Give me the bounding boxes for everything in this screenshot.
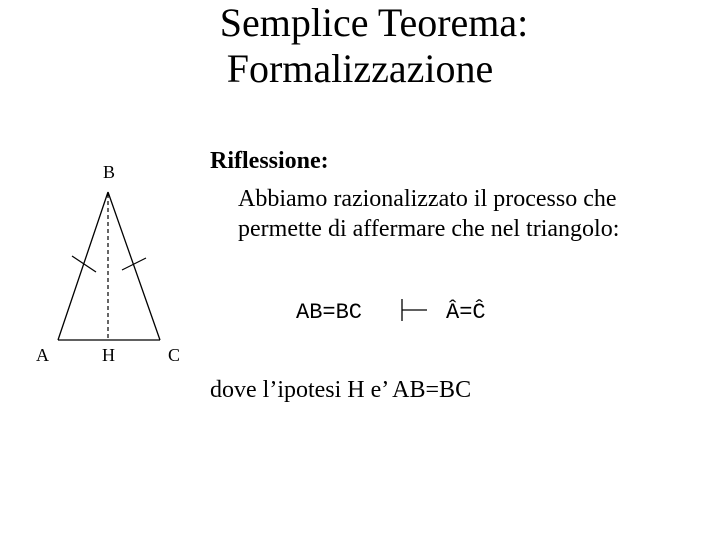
tick-mark-bc — [122, 258, 146, 270]
section-heading: Riflessione: — [210, 148, 329, 174]
title-line-1: Semplice Teorema: — [219, 0, 529, 45]
triangle-side-ab — [58, 192, 108, 340]
vertex-label-h: H — [102, 345, 115, 365]
tick-mark-ab — [72, 256, 96, 272]
triangle-side-bc — [108, 192, 160, 340]
vertex-label-a: A — [36, 345, 49, 365]
title-line-2: Formalizzazione — [226, 46, 494, 91]
formula-conclusion: Â=Ĉ — [446, 300, 486, 325]
vertex-label-c: C — [168, 345, 181, 365]
vertex-label-b: B — [103, 162, 116, 182]
hypothesis-note: dove l’ipotesi H e’ AB=BC — [210, 377, 472, 403]
formula-hypothesis: AB=BC — [296, 300, 363, 325]
turnstile-icon — [400, 298, 428, 322]
body-paragraph: Abbiamo razionalizzato il processo che permette di affermare che nel triangolo: — [238, 186, 620, 242]
